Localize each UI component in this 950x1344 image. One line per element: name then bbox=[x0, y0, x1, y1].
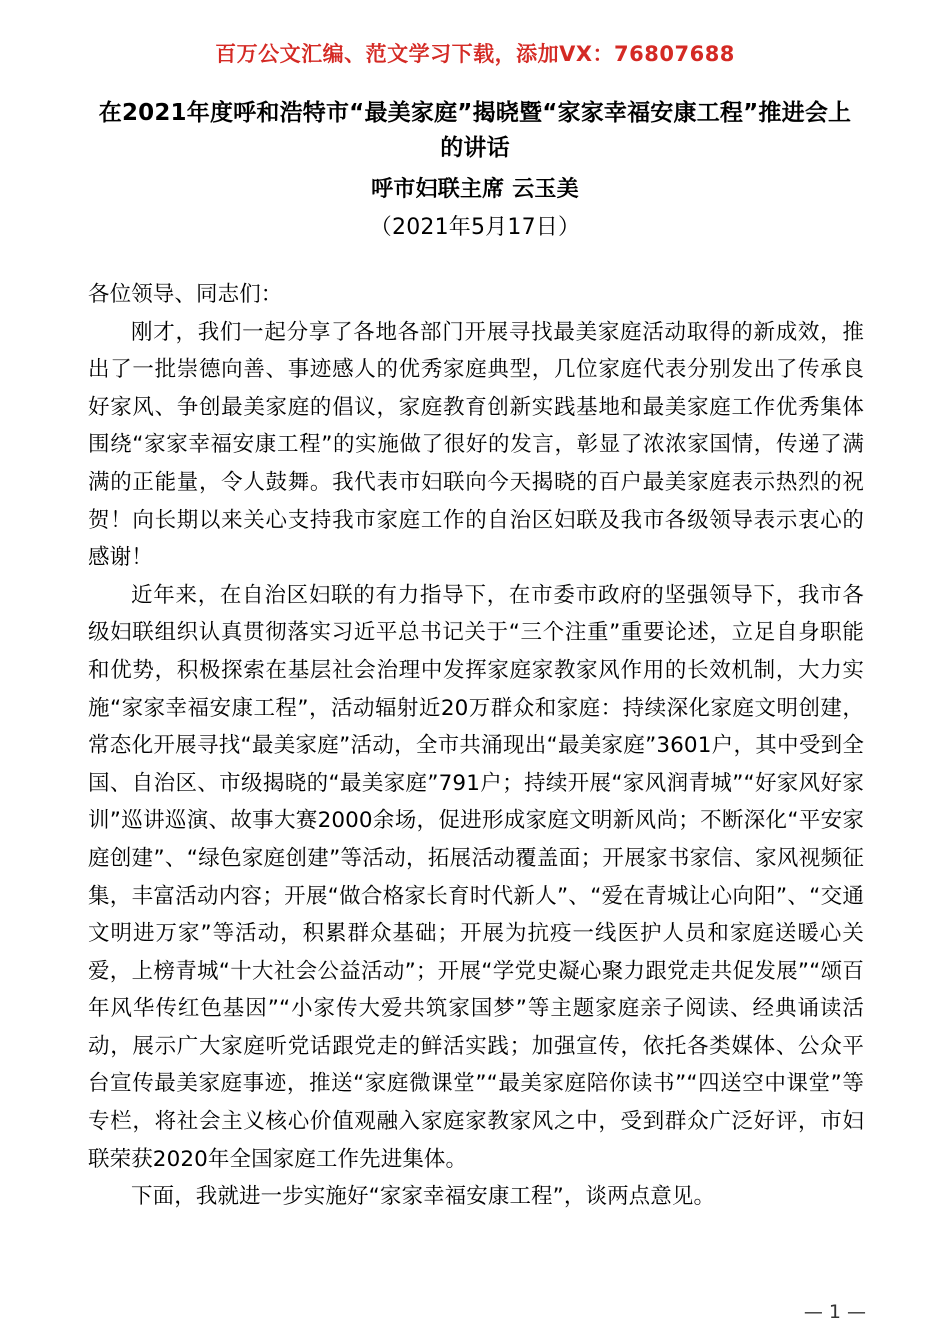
page-number-footer: — 1 — bbox=[803, 1301, 866, 1324]
paragraph-2: 近年来，在自治区妇联的有力指导下，在市委市政府的坚强领导下，我市各级妇联组织认真贯彻落实习近平总书记关于“三个注重”重要论述，立足自身职能和优势，积极探索在基层社会治理中发挥家庭家教家风作用的长效机制，大力实施“家家幸福安康工程”，活动辐射近20万群众和家庭：持续深化家庭文明创建，常态化开展寻找“最美家庭”活动，全市共涌现出“最美家庭”3601户，其中受到全国、自治区、市级揭晓的“最美家庭”791户；持续开展“家风润青城”“好家风好家训”巡讲巡演、故事大赛2000余场，促进形成家庭文明新风尚；不断深化“平安家庭创建”、“绿色家庭创建”等活动，拓展活动覆盖面；开展家书家信、家风视频征集，丰富活动内容；开展“做合格家长育时代新人”、“爱在青城让心向阳”、“交通文明进万家”等活动，积累群众基础；开展为抗疫一线医护人员和家庭送暖心关爱，上榜青城“十大社会公益活动”；开展“学党史凝心聚力跟党走共促发展”“颂百年风华传红色基因”“小家传大爱共筑家国梦”等主题家庭亲子阅读、经典诵读活动，展示广大家庭听党话跟党走的鲜活实践；加强宣传，依托各类媒体、公众平台宣传最美家庭事迹，推送“家庭微课堂”“最美家庭陪你读书”“四送空中课堂”等专栏，将社会主义核心价值观融入家庭家教家风之中，受到群众广泛好评，市妇联荣获2020年全国家庭工作先进集体。 bbox=[88, 582, 864, 1172]
document-byline: 呼市妇联主席 云玉美 bbox=[371, 176, 579, 202]
document-body bbox=[88, 276, 864, 1216]
document-title: 在2021年度呼和浩特市“最美家庭”揭晓暨“家家幸福安康工程”推进会上的讲话 bbox=[98, 100, 852, 161]
paragraph-1: 刚才，我们一起分享了各地各部门开展寻找最美家庭活动取得的新成效，推出了一批崇德向善、事迹感人的优秀家庭典型，几位家庭代表分别发出了传承良好家风、争创最美家庭的倡议，家庭教育创新实践基地和最美家庭工作优秀集体围绕“家家幸福安康工程”的实施做了很好的发言，彰显了浓浓家国情，传递了满满的正能量，令人鼓舞。我代表市妇联向今天揭晓的百户最美家庭表示热烈的祝贺！向长期以来关心支持我市家庭工作的自治区妇联及我市各级领导表示衷心的感谢！ bbox=[88, 319, 864, 571]
paragraph-salutation: 各位领导、同志们： bbox=[88, 282, 283, 307]
paragraph-3: 下面，我就进一步实施好“家家幸福安康工程”，谈两点意见。 bbox=[131, 1184, 716, 1210]
title-block bbox=[88, 96, 862, 245]
promo-header-text: 百万公文汇编、范文学习下载，添加VX：76807688 bbox=[215, 42, 735, 66]
document-date: （2021年5月17日） bbox=[369, 215, 581, 241]
